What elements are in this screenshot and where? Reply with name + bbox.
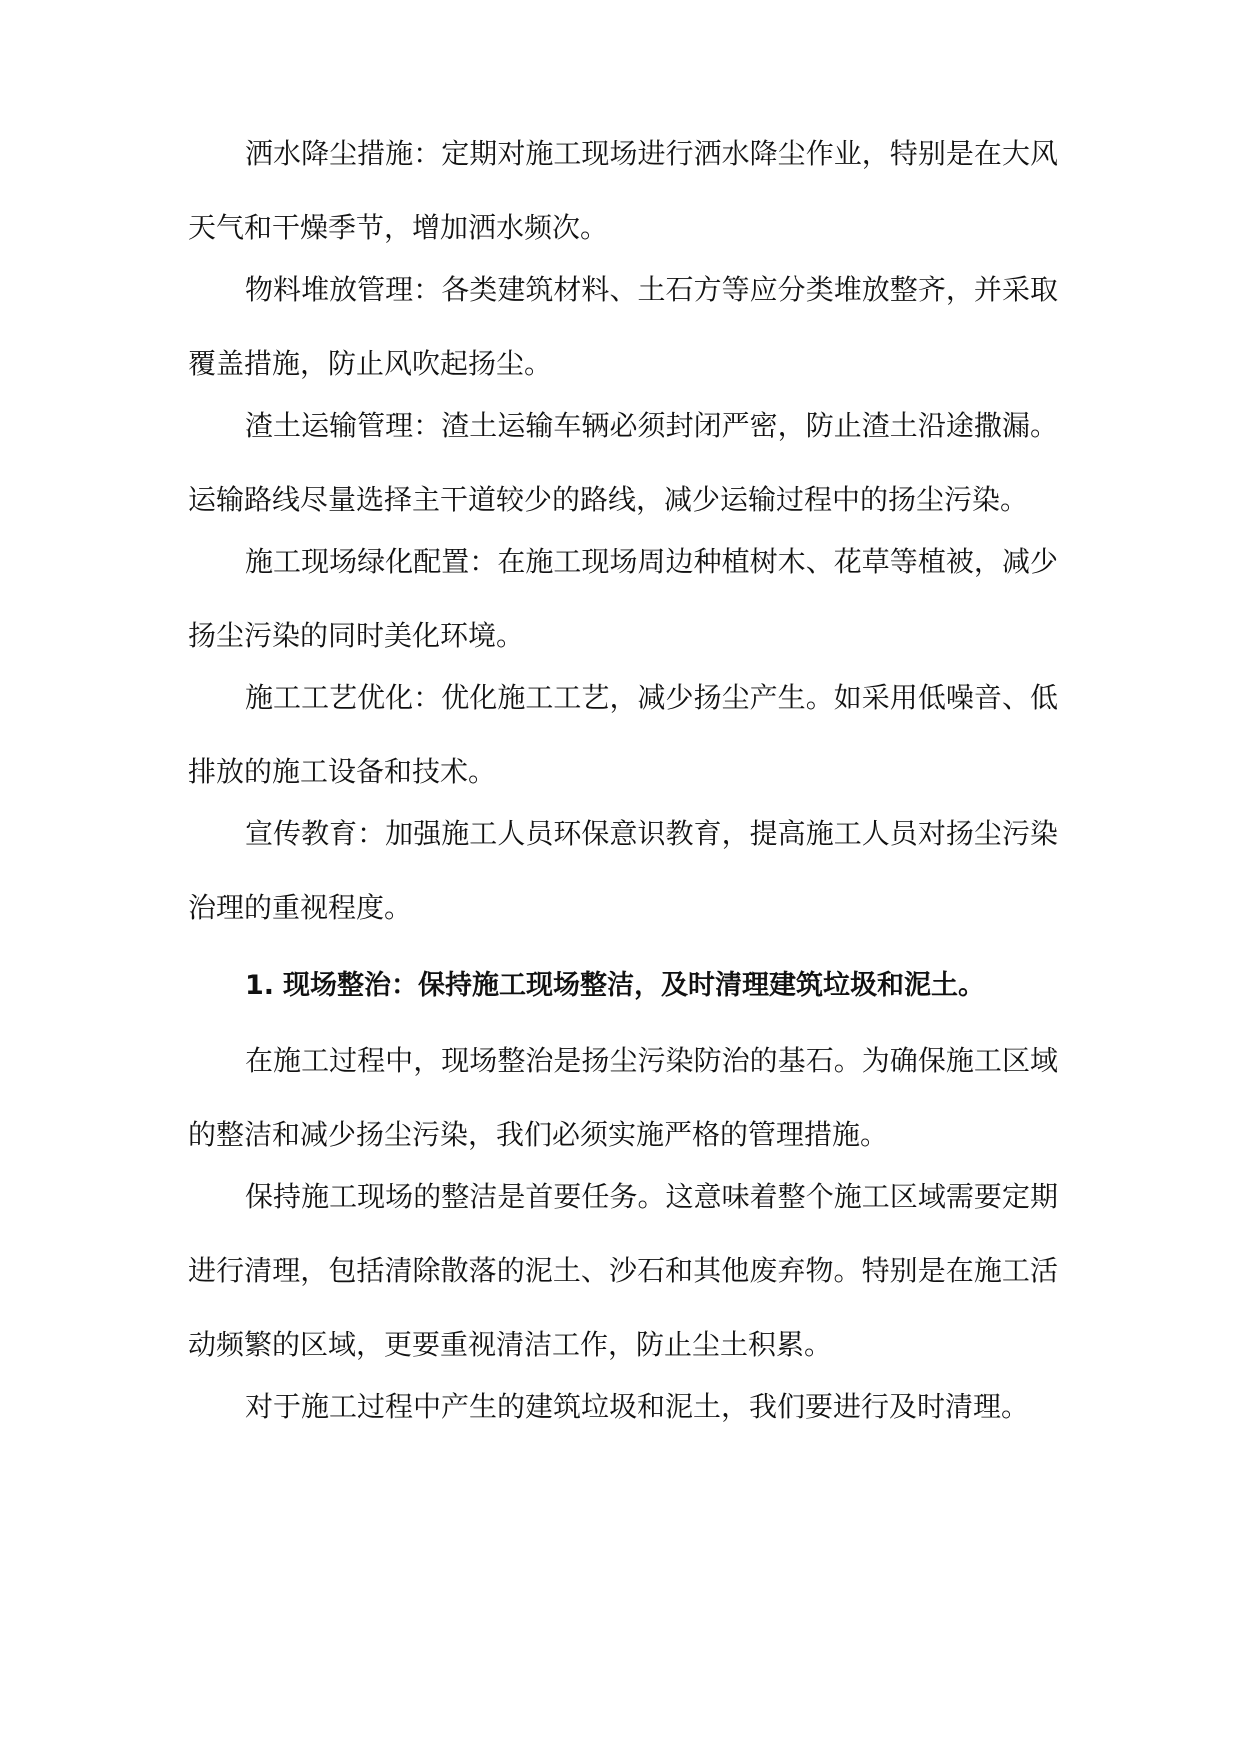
paragraph-education: 宣传教育：加强施工人员环保意识教育，提高施工人员对扬尘污染治理的重视程度。: [188, 817, 1058, 924]
paragraph-site-cleanup-intro: 在施工过程中，现场整治是扬尘污染防治的基石。为确保施工区域的整洁和减少扬尘污染，我们必须实施严格的管理措施。: [188, 1044, 1058, 1151]
paragraph-greening: 施工现场绿化配置：在施工现场周边种植树木、花草等植被，减少扬尘污染的同时美化环境。: [188, 545, 1058, 652]
heading-text: 现场整治：保持施工现场整洁，及时清理建筑垃圾和泥土。: [283, 970, 985, 1001]
paragraph-process-optimization: 施工工艺优化：优化施工工艺，减少扬尘产生。如采用低噪音、低排放的施工设备和技术。: [188, 681, 1058, 788]
paragraph-muck-transport: 渣土运输管理：渣土运输车辆必须封闭严密，防止渣土沿途撒漏。运输路线尽量选择主干道较少的路线，减少运输过程中的扬尘污染。: [188, 409, 1058, 516]
paragraph-waste-removal: 对于施工过程中产生的建筑垃圾和泥土，我们要进行及时清理。: [245, 1390, 1030, 1423]
section-heading: [245, 949, 1065, 1023]
paragraph-sprinkling: 洒水降尘措施：定期对施工现场进行洒水降尘作业，特别是在大风天气和干燥季节，增加洒水频次。: [188, 137, 1058, 244]
paragraph-site-cleanliness: 保持施工现场的整洁是首要任务。这意味着整个施工区域需要定期进行清理，包括清除散落的泥土、沙石和其他废弃物。特别是在施工活动频繁的区域，更要重视清洁工作，防止尘土积累。: [188, 1180, 1058, 1361]
paragraph-material-storage: 物料堆放管理：各类建筑材料、土石方等应分类堆放整齐，并采取覆盖措施，防止风吹起扬尘。: [188, 273, 1058, 380]
heading-number: 1.: [245, 970, 275, 1001]
